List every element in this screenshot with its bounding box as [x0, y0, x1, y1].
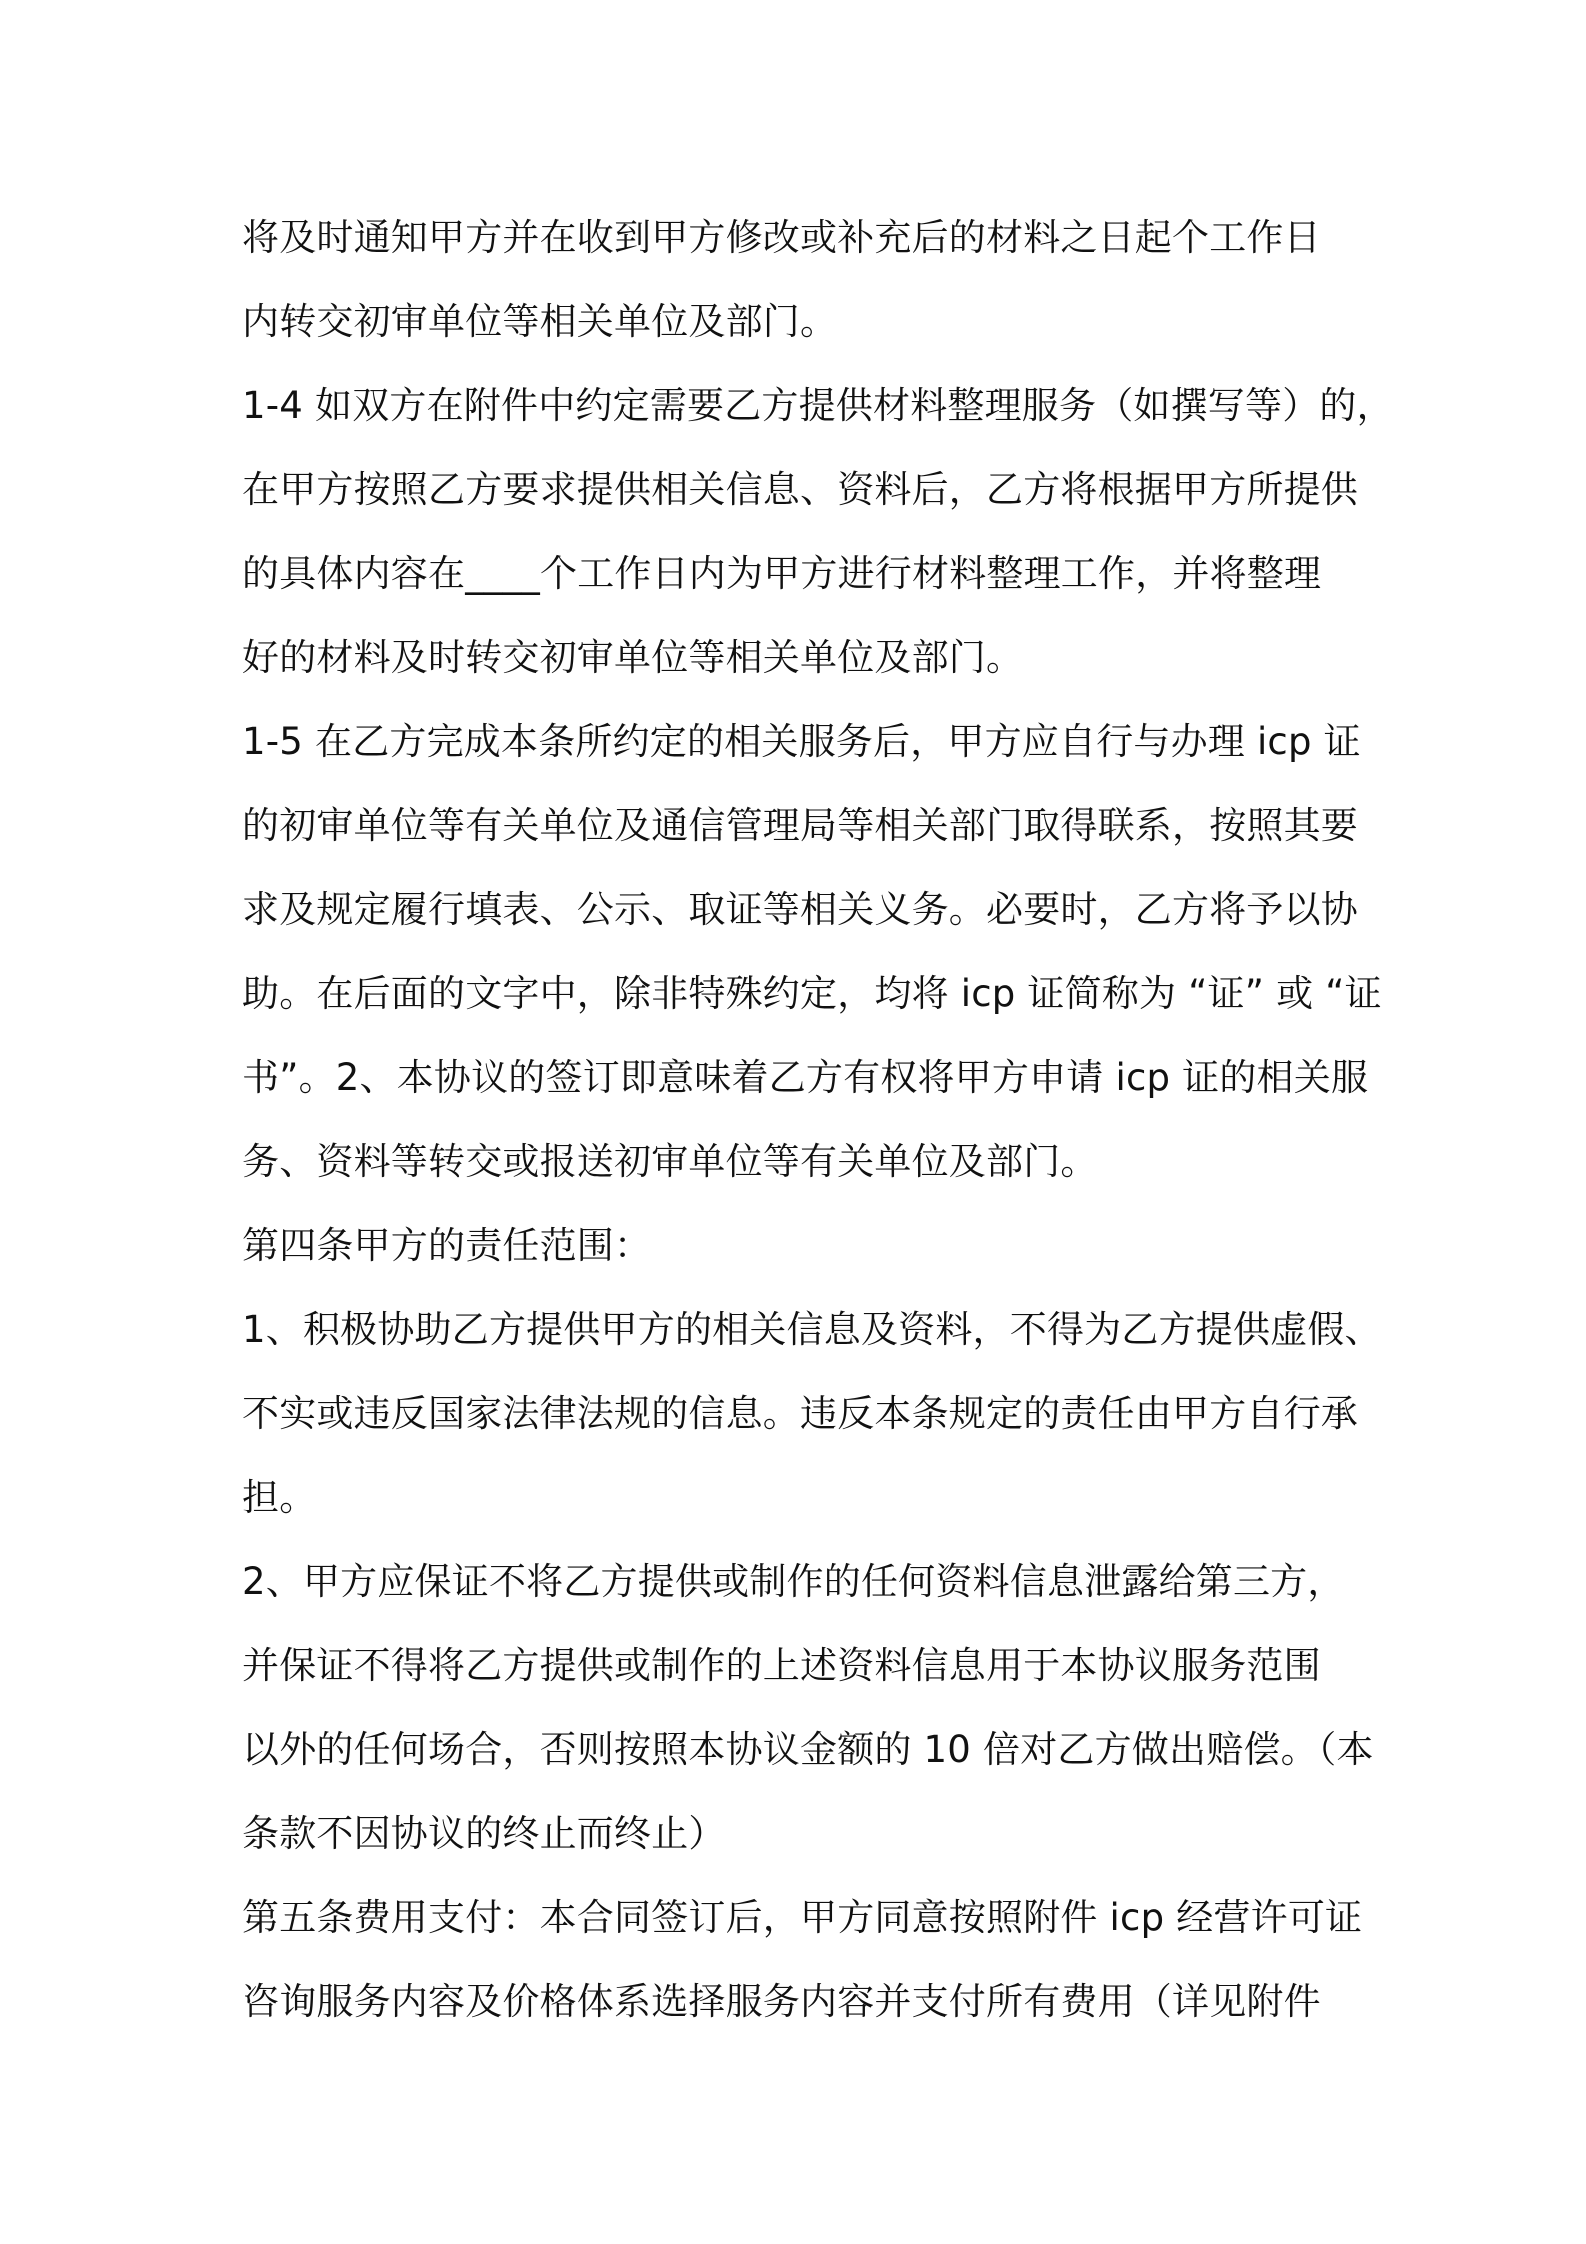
text-line: 担。	[242, 1476, 317, 1519]
document-body	[242, 196, 1394, 2044]
text-line: 2、甲方应保证不将乙方提供或制作的任何资料信息泄露给第三方，	[242, 1560, 1345, 1603]
text-line: 1-4 如双方在附件中约定需要乙方提供材料整理服务（如撰写等）的，	[242, 384, 1394, 427]
text-line: 咨询服务内容及价格体系选择服务内容并支付所有费用（详见附件	[242, 1980, 1321, 2023]
text-line: 不实或违反国家法律法规的信息。违反本条规定的责任由甲方自行承	[242, 1392, 1358, 1435]
text-line: 助。在后面的文字中，除非特殊约定，均将 icp 证简称为 “证” 或 “证	[242, 972, 1382, 1015]
text-line: 以外的任何场合，否则按照本协议金额的 10 倍对乙方做出赔偿。（本	[242, 1728, 1374, 1771]
text-line: 的初审单位等有关单位及通信管理局等相关部门取得联系，按照其要	[242, 804, 1358, 847]
text-line: 1-5 在乙方完成本条所约定的相关服务后，甲方应自行与办理 icp 证	[242, 720, 1361, 763]
text-line: 并保证不得将乙方提供或制作的上述资料信息用于本协议服务范围	[242, 1644, 1321, 1687]
text-line: 务、资料等转交或报送初审单位等有关单位及部门。	[242, 1140, 1098, 1183]
text-line: 求及规定履行填表、公示、取证等相关义务。必要时，乙方将予以协	[242, 888, 1358, 931]
text-line: 条款不因协议的终止而终止）	[242, 1812, 726, 1855]
text-line: 将及时通知甲方并在收到甲方修改或补充后的材料之日起个工作日	[242, 216, 1321, 259]
text-line: 内转交初审单位等相关单位及部门。	[242, 300, 838, 343]
section-heading: 第四条甲方的责任范围：	[242, 1224, 652, 1267]
text-line: 书”。2、本协议的签订即意味着乙方有权将甲方申请 icp 证的相关服	[242, 1056, 1369, 1099]
text-line: 好的材料及时转交初审单位等相关单位及部门。	[242, 636, 1024, 679]
text-line: 1、积极协助乙方提供甲方的相关信息及资料，不得为乙方提供虚假、	[242, 1308, 1382, 1351]
text-line: 的具体内容在____个工作日内为甲方进行材料整理工作，并将整理	[242, 552, 1322, 595]
section-heading: 第五条费用支付：本合同签订后，甲方同意按照附件 icp 经营许可证	[242, 1896, 1363, 1939]
text-line: 在甲方按照乙方要求提供相关信息、资料后，乙方将根据甲方所提供	[242, 468, 1358, 511]
